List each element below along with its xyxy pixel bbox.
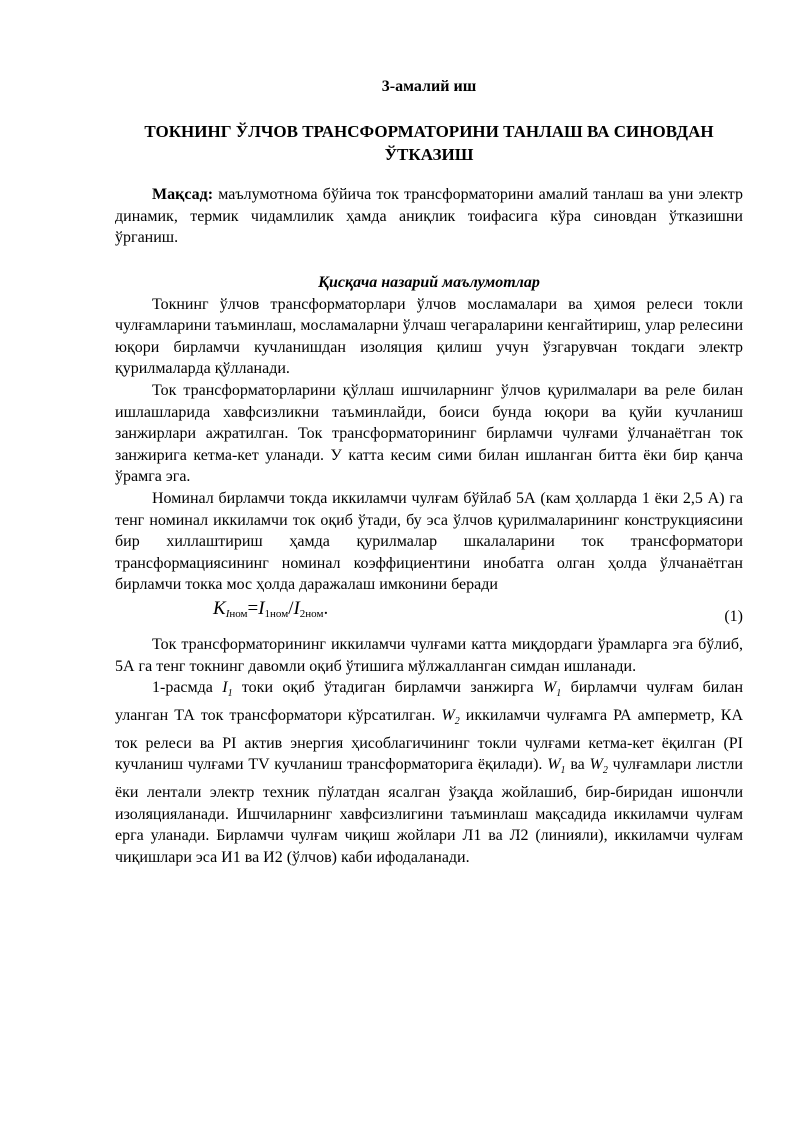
paragraph-5: 1-расмда $I_1$ токи оқиб ўтадиган бирламчи занжирга $W_1$ бирламчи чулғам билан уланган ТА ток трансформатори кўрсатилган. $W_2$ иккиламчи чулғамга РА амперметр, КА ток релеси ва PI актив энергия ҳисоблагичининг токли чулғами кетма-кет ёқилган (PI кучланиш чулғами TV кучланиш трансформаторига ёқилади). $W_1$ ва $W_2$ чулғамлари листли ёки лентали электр техник пўлатдан ясалган ўзақда жойлашиб, бир-биридан ишончли изоляцияланади. Ишчиларнинг хавфсизлигини таъминлаш мақсадида иккиламчи чулғам ерга уланади. Бирламчи чулғам чиқиш жойлари Л1 ва Л2 (линияли), иккиламчи чулғам чиқишлари эса И1 ва И2 (ўлчов) каби ифодаланади.	[115, 679, 744, 866]
formula: $K_{Iном}=I_{1ном}/I_{2ном}$.	[213, 597, 329, 620]
lab-number: 3-амалий иш	[381, 78, 477, 95]
theory-section	[115, 272, 743, 868]
aim-paragraph	[115, 184, 743, 249]
formula-row	[115, 596, 743, 634]
paragraph-4: Ток трансформаторининг иккиламчи чулғами катта миқдордаги ўрамларга эга бўлиб, 5А га тенг токнинг давомли оқиб ўтишига мўлжалланган симдан ишланади.	[115, 635, 743, 675]
section-heading: Қисқача назарий маълумотлар	[318, 274, 540, 291]
aim-text: маълумотнома бўйича ток трансформаторини амалий танлаш ва уни электр динамик, термик чидамлилик ҳамда аниқлик тоифасига кўра синовдан ўтказишни ўрганиш.	[115, 186, 743, 247]
equation-number: (1)	[724, 607, 743, 625]
paragraph-3: Номинал бирламчи токда иккиламчи чулғам бўйлаб 5А (кам ҳолларда 1 ёки 2,5 А) га тенг номинал иккиламчи ток оқиб ўтади, бу эса ўлчов қурилмаларининг конструкциясини бир хиллаштириш ҳамда қурилмалар шкалаларини ток трансформатори трансформациясининг номинал коэффициентини инобатга олган ҳолда ўлчанаётган бирламчи токка мос ҳолда даражалаш имконини беради	[115, 489, 743, 594]
document-title: ТОКНИНГ ЎЛЧОВ ТРАНСФОРМАТОРИНИ ТАНЛАШ ВА СИНОВДАН ЎТКАЗИШ	[144, 122, 714, 164]
aim-label: Мақсад:	[152, 186, 214, 203]
paragraph-1: Токнинг ўлчов трансформаторлари ўлчов мосламалари ва ҳимоя релеси токли чулғамларини таъминлаш, мосламаларни ўлчаш чегараларини кенгайтириш, улар релесини юқори бирламчи кучланишдан изоляция қилиш учун ўзгарувчан токдаги электр қурилмаларда қўлланади.	[115, 295, 743, 378]
paragraph-2: Ток трансформаторларини қўллаш ишчиларнинг ўлчов қурилмалари ва реле билан ишлашларида хавфсизликни таъминлайди, боиси бунда юқори ва қуйи кучланиш занжирлари ажратилган. Ток трансформаторининг бирламчи чулғами ўлчанаётган ток занжирига кетма-кет уланади. У катта кесим сими билан ишланган битта ёки бир қанча ўрамга эга.	[115, 381, 743, 486]
